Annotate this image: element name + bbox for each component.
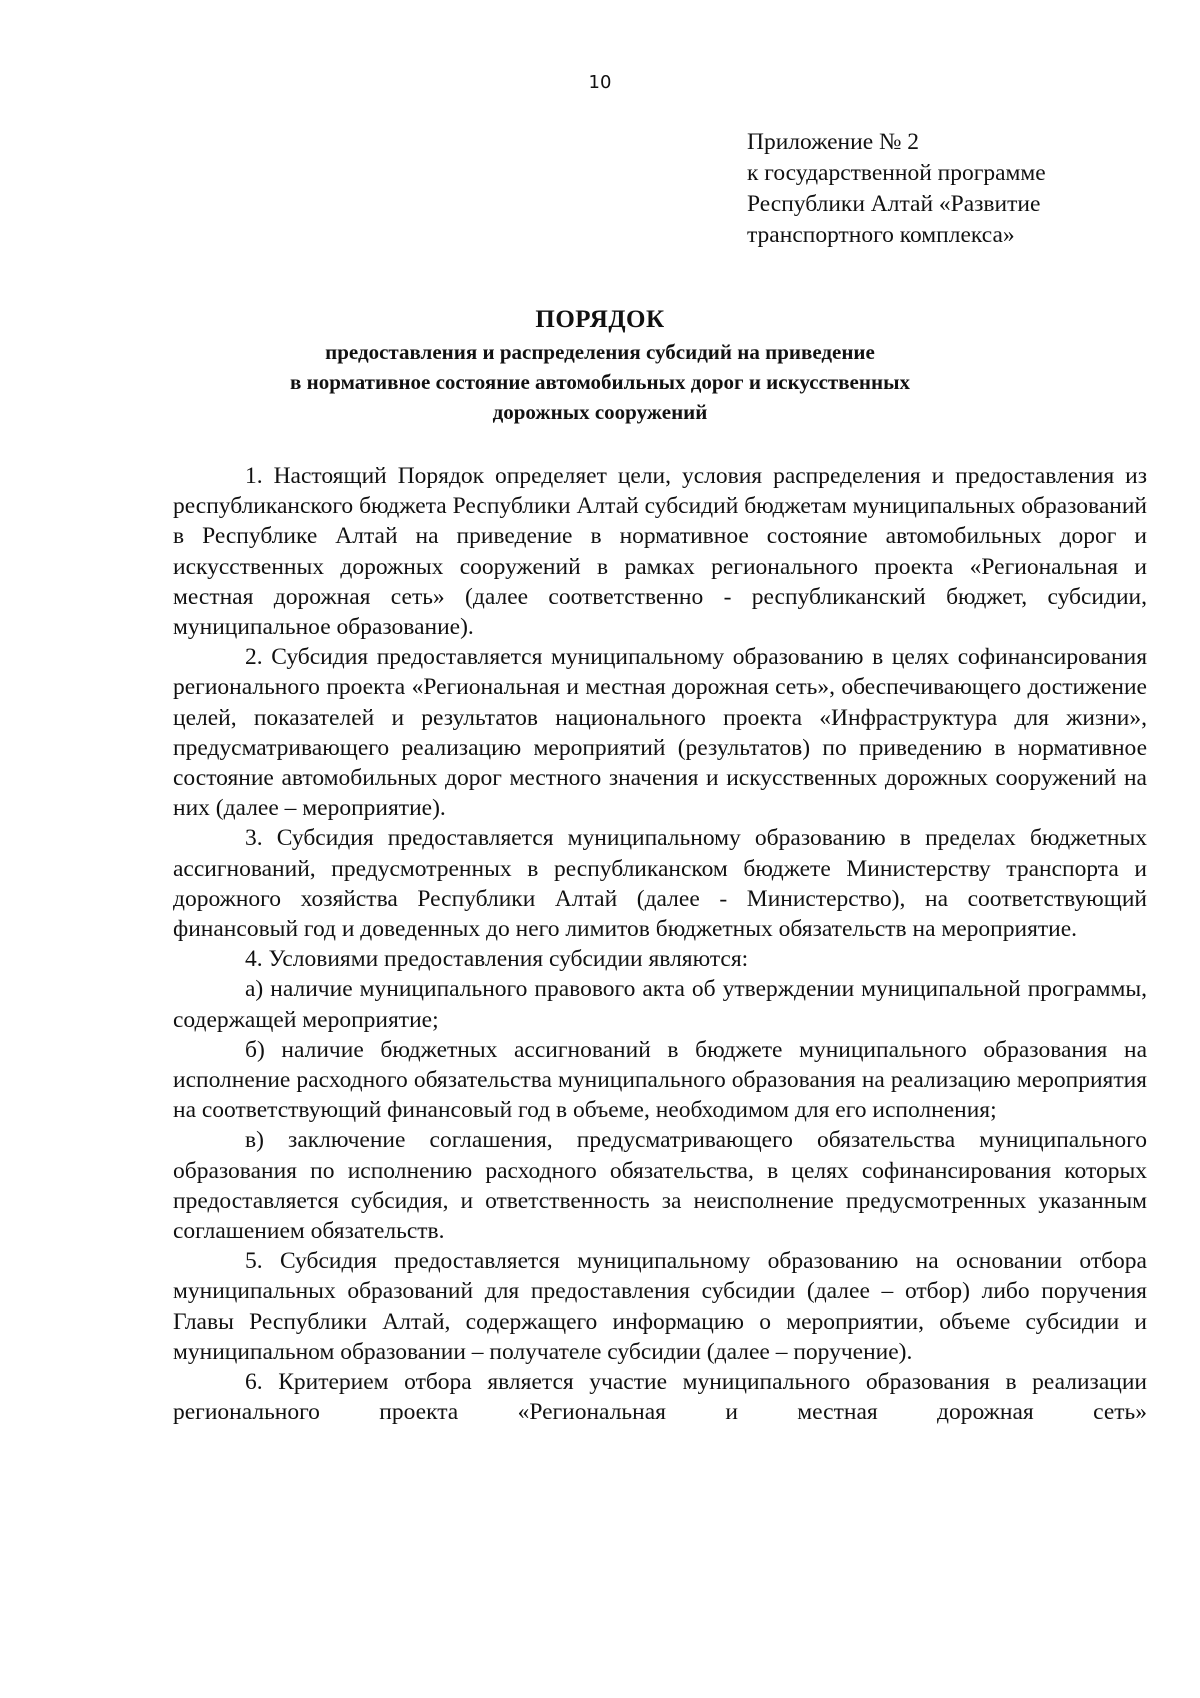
paragraph-4b: б) наличие бюджетных ассигнований в бюджете муниципального образования на исполнение расходного обязательства муниципального образования на реализацию мероприятия на соответствующий финансовый год в объеме, необходимом для его исполнения; — [173, 1036, 1147, 1124]
title-subheading-line: предоставления и распределения субсидий на приведение — [325, 340, 875, 364]
appendix-note — [747, 127, 1046, 251]
paragraph-4c: в) заключение соглашения, предусматривающего обязательства муниципального образования по исполнению расходного обязательства, в целях софинансирования которых предоставляется субсидия, и ответственность за неисполнение предусмотренных указанным соглашением обязательств. — [173, 1127, 1147, 1245]
paragraph-1: 1. Настоящий Порядок определяет цели, условия распределения и предоставления из республиканского бюджета Республики Алтай субсидий бюджетам муниципальных образований в Республике Алтай на приведение в нормативное состояние автомобильных дорог и искусственных дорожных сооружений в рамках регионального проекта «Региональная и местная дорожная сеть» (далее соответственно - республиканский бюджет, субсидии, муниципальное образование). — [173, 463, 1147, 641]
paragraph-2: 2. Субсидия предоставляется муниципальному образованию в целях софинансирования регионального проекта «Региональная и местная дорожная сеть», обеспечивающего достижение целей, показателей и результатов национального проекта «Инфраструктура для жизни», предусматривающего реализацию мероприятий (результатов) по приведению в нормативное состояние автомобильных дорог местного значения и искусственных дорожных сооружений на них (далее – мероприятие). — [173, 644, 1147, 822]
paragraph-4a: а) наличие муниципального правового акта об утверждении муниципальной программы, содержащей мероприятие; — [173, 976, 1147, 1033]
paragraph-5: 5. Субсидия предоставляется муниципальному образованию на основании отбора муниципальных образований для предоставления субсидии (далее – отбор) либо поручения Главы Республики Алтай, содержащего информацию о мероприятии, объеме субсидии и муниципальном образовании – получателе субсидии (далее – поручение). — [173, 1248, 1147, 1365]
appendix-line: Республики Алтай «Развитие — [747, 191, 1041, 217]
document-body — [173, 461, 1147, 1428]
title-subheading-line: дорожных сооружений — [492, 400, 708, 424]
paragraph-3: 3. Субсидия предоставляется муниципальному образованию в пределах бюджетных ассигнований, предусмотренных в республиканском бюджете Министерству транспорта и дорожного хозяйства Республики Алтай (далее - Министерство), на соответствующий финансовый год и доведенных до него лимитов бюджетных обязательств на мероприятие. — [173, 825, 1147, 943]
appendix-line: транспортного комплекса» — [747, 222, 1015, 248]
appendix-line: к государственной программе — [747, 160, 1046, 186]
title-heading: ПОРЯДОК — [535, 306, 665, 333]
appendix-line: Приложение № 2 — [747, 129, 920, 155]
document-title — [0, 303, 1200, 427]
page-number: 10 — [588, 72, 612, 93]
paragraph-4: 4. Условиями предоставления субсидии являются: — [245, 946, 749, 973]
title-subheading-line: в нормативное состояние автомобильных дорог и искусственных — [290, 370, 910, 394]
paragraph-6: 6. Критерием отбора является участие муниципального образования в реализации регионального проекта «Региональная и местная дорожная сеть» — [173, 1369, 1147, 1426]
